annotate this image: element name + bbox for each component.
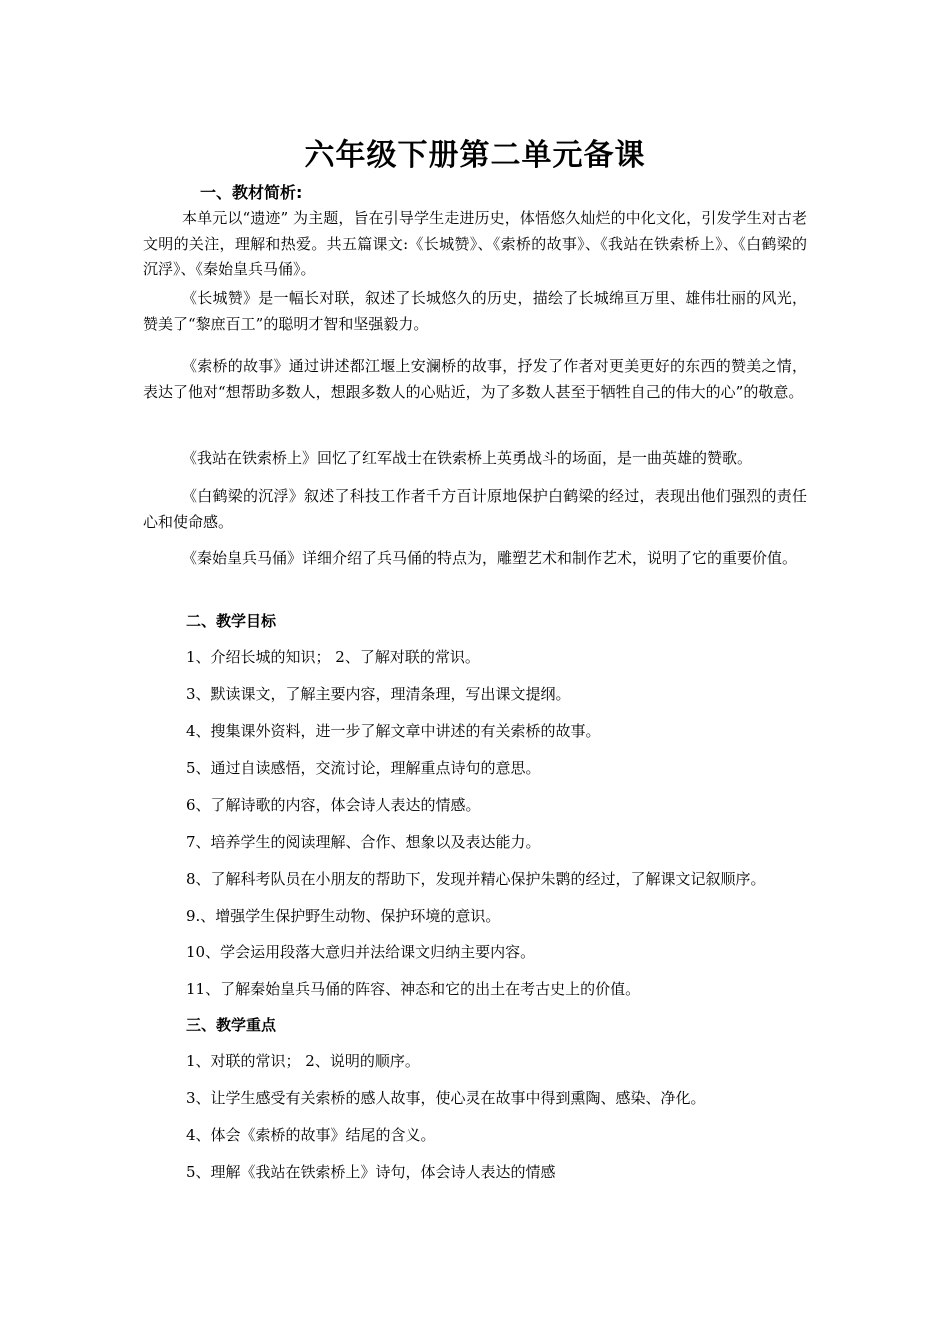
paragraph-changchengzan: 《长城赞》是一幅长对联，叙述了长城悠久的历史，描绘了长城绵亘万里、雄伟壮丽的风光，赞美了“黎庶百工”的聪明才智和坚强毅力。 (143, 289, 807, 333)
paragraph-suoqiao: 《索桥的故事》通过讲述都江堰上安澜桥的故事，抒发了作者对更美更好的东西的赞美之情，表达了他对“想帮助多数人，想跟多数人的心贴近，为了多数人甚至于牺牲自己的伟大的心”的敬意。 (143, 357, 807, 401)
goal-item: 10、学会运用段落大意归并法给课文归纳主要内容。 (186, 943, 536, 961)
goal-item: 4、搜集课外资料，进一步了解文章中讲述的有关索桥的故事。 (186, 722, 601, 740)
section-heading-analysis: 一、教材简析: (200, 183, 303, 202)
goal-item: 6、了解诗歌的内容，体会诗人表达的情感。 (186, 796, 481, 814)
key-point-item: 3、让学生感受有关索桥的感人故事，使心灵在故事中得到熏陶、感染、净化。 (186, 1089, 706, 1107)
paragraph-baiheliang: 《白鹤梁的沉浮》叙述了科技工作者千方百计原地保护白鹤梁的经过，表现出他们强烈的责任心和使命感。 (143, 487, 807, 531)
goal-item: 9.、增强学生保护野生动物、保护环境的意识。 (186, 907, 501, 925)
goal-item: 3、默读课文，了解主要内容，理清条理，写出课文提纲。 (186, 685, 571, 703)
goal-item: 8、了解科考队员在小朋友的帮助下，发现并精心保护朱鹮的经过，了解课文记叙顺序。 (186, 870, 766, 888)
goal-item: 5、通过自读感悟，交流讨论，理解重点诗句的意思。 (186, 759, 541, 777)
key-point-item: 4、体会《索桥的故事》结尾的含义。 (186, 1126, 436, 1144)
paragraph-bingmayong: 《秦始皇兵马俑》详细介绍了兵马俑的特点为，雕塑艺术和制作艺术，说明了它的重要价值。 (182, 549, 798, 567)
key-point-item: 1、对联的常识； 2、说明的顺序。 (186, 1052, 420, 1070)
goal-item: 11、了解秦始皇兵马俑的阵容、神态和它的出土在考古史上的价值。 (186, 980, 641, 998)
key-point-item: 5、理解《我站在铁索桥上》诗句，体会诗人表达的情感 (186, 1163, 556, 1181)
page-title: 六年级下册第二单元备课 (304, 138, 646, 173)
goal-item: 7、培养学生的阅读理解、合作、想象以及表达能力。 (186, 833, 541, 851)
section-heading-key-points: 三、教学重点 (186, 1016, 277, 1034)
paragraph-tiesuoqiao: 《我站在铁索桥上》回忆了红军战士在铁索桥上英勇战斗的场面，是一曲英雄的赞歌。 (182, 449, 753, 467)
paragraph-intro: 本单元以“遗迹” 为主题，旨在引导学生走进历史，体悟悠久灿烂的中化文化，引发学生对古老文明的关注，理解和热爱。共五篇课文:《长城赞》、《索桥的故事》、《我站在铁索桥上》、《白鹤梁的沉浮》、《秦始皇兵马俑》。 (143, 209, 807, 278)
goal-item: 1、介绍长城的知识； 2、了解对联的常识。 (186, 648, 480, 666)
section-heading-goals: 二、教学目标 (186, 612, 277, 630)
